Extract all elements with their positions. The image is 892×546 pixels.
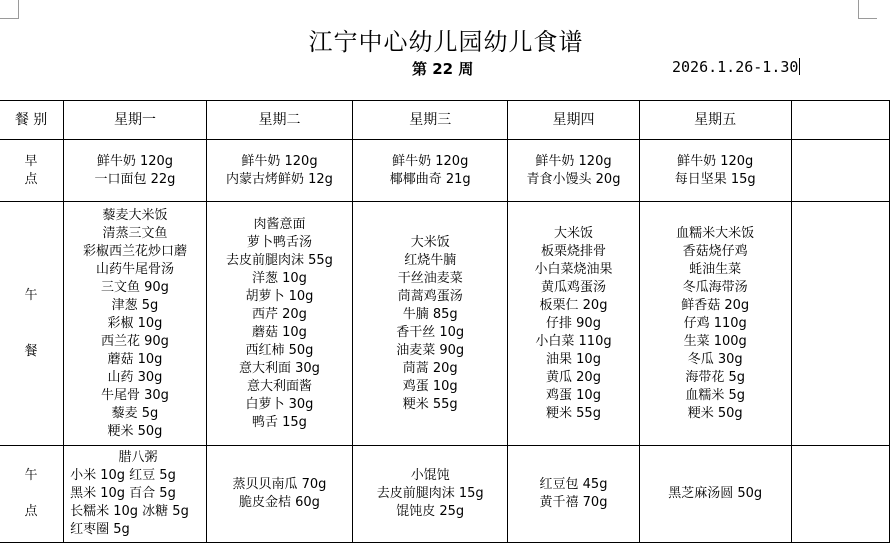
page-corner-mark-top-right — [858, 0, 877, 19]
afternoon-snack-cell-tue — [206, 446, 352, 543]
menu-item: 黄千禧 70g — [539, 495, 608, 510]
menu-item: 黄瓜 20g — [546, 369, 601, 385]
afternoon-snack-cell-thu — [508, 446, 639, 543]
menu-item: 清蒸三文鱼 — [102, 225, 168, 241]
menu-item: 去皮前腿肉沫 15g — [376, 486, 484, 501]
afternoon-snack-cell-wed — [353, 446, 508, 543]
breakfast-cell-thu — [508, 140, 639, 202]
day-header-tue: 星期二 — [206, 101, 352, 140]
breakfast-label — [0, 140, 64, 202]
menu-item: 香干丝 10g — [396, 324, 465, 340]
menu-item: 鲜香菇 20g — [681, 297, 750, 313]
empty-cell — [791, 202, 889, 446]
menu-item: 彩椒 10g — [107, 315, 163, 331]
meal-label-char: 点 — [24, 171, 38, 187]
menu-item: 小白菜 110g — [535, 333, 612, 349]
breakfast-cell-fri — [639, 140, 791, 202]
menu-item: 鸭舌 15g — [252, 414, 307, 430]
menu-item: 板栗仁 20g — [539, 297, 608, 313]
afternoon-snack-cell-fri — [639, 446, 791, 543]
header-row — [0, 101, 890, 140]
menu-item: 鲜牛奶 120g — [535, 153, 612, 169]
menu-item: 粳米 50g — [107, 423, 163, 439]
afternoon-snack-row — [0, 446, 890, 543]
menu-item: 西红柿 50g — [245, 342, 314, 358]
menu-item: 山药 30g — [107, 369, 163, 385]
menu-item: 三文鱼 90g — [100, 279, 169, 295]
breakfast-row — [0, 140, 890, 202]
menu-item: 鲜牛奶 120g — [677, 153, 754, 169]
menu-item: 彩椒西兰花炒口蘑 — [82, 243, 187, 259]
menu-item: 椰椰曲奇 21g — [389, 171, 471, 187]
menu-item: 一口面包 22g — [94, 171, 176, 187]
menu-item: 黄瓜鸡蛋汤 — [540, 279, 606, 295]
menu-item: 鲜牛奶 120g — [96, 153, 174, 169]
menu-item: 肉酱意面 — [253, 216, 306, 232]
week-number: 第 22 周 — [412, 60, 474, 78]
menu-item: 小白菜烧油果 — [534, 261, 613, 277]
menu-item: 腊八粥 — [118, 450, 158, 465]
menu-item: 意大利面 30g — [239, 360, 320, 376]
menu-item: 大米饭 — [553, 225, 593, 241]
menu-item: 鸡蛋 10g — [546, 387, 601, 403]
page-corner-mark-top-left — [0, 0, 19, 19]
menu-item: 西兰花 90g — [100, 333, 169, 349]
menu-item: 冬瓜海带汤 — [682, 279, 748, 295]
menu-item: 茼蒿 20g — [402, 360, 458, 376]
day-header-mon: 星期一 — [64, 101, 207, 140]
menu-item: 每日坚果 15g — [674, 171, 756, 187]
day-header-wed: 星期三 — [353, 101, 508, 140]
menu-item: 蒸贝贝南瓜 70g — [232, 477, 327, 492]
date-range-text: 2026.1.26-1.30 — [672, 58, 799, 76]
menu-item: 干丝油麦菜 — [397, 270, 463, 286]
lunch-label — [0, 202, 64, 446]
menu-item: 小米 10g 红豆 5g — [70, 468, 176, 483]
menu-item: 香菇烧仔鸡 — [682, 243, 748, 259]
menu-item: 油果 10g — [546, 351, 601, 367]
menu-item: 鲜牛奶 120g — [392, 153, 469, 169]
menu-item: 牛腩 85g — [402, 306, 458, 322]
menu-item: 长糯米 10g 冰糖 5g — [70, 504, 189, 519]
meal-label-char: 午 — [24, 287, 38, 303]
menu-item: 津葱 5g — [111, 297, 159, 313]
lunch-cell-mon — [64, 202, 207, 446]
menu-item: 蘑菇 10g — [107, 351, 163, 367]
menu-item: 西芹 20g — [252, 306, 307, 322]
menu-item: 鲜牛奶 120g — [241, 153, 318, 169]
menu-item: 仔鸡 110g — [683, 315, 747, 331]
meal-label-char: 餐 — [24, 343, 38, 359]
menu-table — [0, 100, 890, 543]
menu-item: 藜麦大米饭 — [102, 207, 168, 223]
lunch-row — [0, 202, 890, 446]
menu-item: 蚝油生菜 — [689, 261, 742, 277]
menu-item: 牛尾骨 30g — [100, 387, 169, 403]
lunch-cell-tue — [206, 202, 352, 446]
menu-item: 红烧牛腩 — [404, 252, 457, 268]
empty-header-cell — [791, 101, 889, 140]
menu-item: 胡萝卜 10g — [245, 288, 314, 304]
menu-item: 去皮前腿肉沫 55g — [226, 252, 333, 268]
text-cursor — [799, 58, 800, 75]
meal-label-char: 午 — [24, 468, 38, 483]
menu-item: 粳米 50g — [687, 405, 743, 421]
menu-item: 洋葱 10g — [252, 270, 307, 286]
menu-item: 粳米 55g — [402, 396, 458, 412]
menu-item: 粳米 55g — [546, 405, 601, 421]
menu-item: 板栗烧排骨 — [540, 243, 606, 259]
breakfast-cell-tue — [206, 140, 352, 202]
menu-item: 脆皮金桔 60g — [239, 495, 320, 510]
menu-item: 馄饨皮 25g — [396, 504, 465, 519]
day-header-thu: 星期四 — [508, 101, 639, 140]
breakfast-cell-mon — [64, 140, 207, 202]
menu-item: 意大利面酱 — [246, 378, 312, 394]
meal-label-char: 点 — [24, 504, 38, 519]
menu-item: 蘑菇 10g — [252, 324, 307, 340]
day-header-fri: 星期五 — [639, 101, 791, 140]
menu-item: 血糯米 5g — [685, 387, 745, 403]
menu-item: 萝卜鸭舌汤 — [246, 234, 312, 250]
menu-item: 山药牛尾骨汤 — [95, 261, 174, 277]
empty-cell — [791, 140, 889, 202]
menu-item: 黑米 10g 百合 5g — [70, 486, 176, 501]
meal-label-char: 早 — [24, 153, 38, 169]
afternoon-snack-label — [0, 446, 64, 543]
menu-item: 红豆包 45g — [539, 477, 608, 492]
menu-item: 血糯米大米饭 — [676, 225, 755, 241]
menu-item: 小馄饨 — [410, 468, 450, 483]
menu-item: 冬瓜 30g — [687, 351, 743, 367]
menu-item: 生菜 100g — [683, 333, 747, 349]
menu-item: 藜麦 5g — [111, 405, 159, 421]
menu-item: 油麦菜 90g — [396, 342, 465, 358]
menu-item: 海带花 5g — [685, 369, 745, 385]
menu-item: 青食小馒头 20g — [526, 171, 621, 187]
menu-item: 白萝卜 30g — [245, 396, 314, 412]
breakfast-cell-wed — [353, 140, 508, 202]
lunch-cell-thu — [508, 202, 639, 446]
date-range[interactable] — [672, 58, 800, 76]
menu-item: 大米饭 — [410, 234, 450, 250]
meal-column-header: 餐 别 — [0, 101, 64, 140]
empty-cell — [791, 446, 889, 543]
menu-item: 仔排 90g — [546, 315, 601, 331]
menu-item: 红枣圈 5g — [70, 522, 130, 537]
document-title: 江宁中心幼儿园幼儿食谱 — [308, 28, 584, 56]
menu-item: 鸡蛋 10g — [402, 378, 458, 394]
lunch-cell-fri — [639, 202, 791, 446]
afternoon-snack-cell-mon — [64, 446, 207, 543]
menu-item: 茼蒿鸡蛋汤 — [397, 288, 463, 304]
menu-item: 内蒙古烤鲜奶 12g — [226, 171, 333, 187]
lunch-cell-wed — [353, 202, 508, 446]
menu-item: 黑芝麻汤圆 50g — [668, 486, 763, 501]
